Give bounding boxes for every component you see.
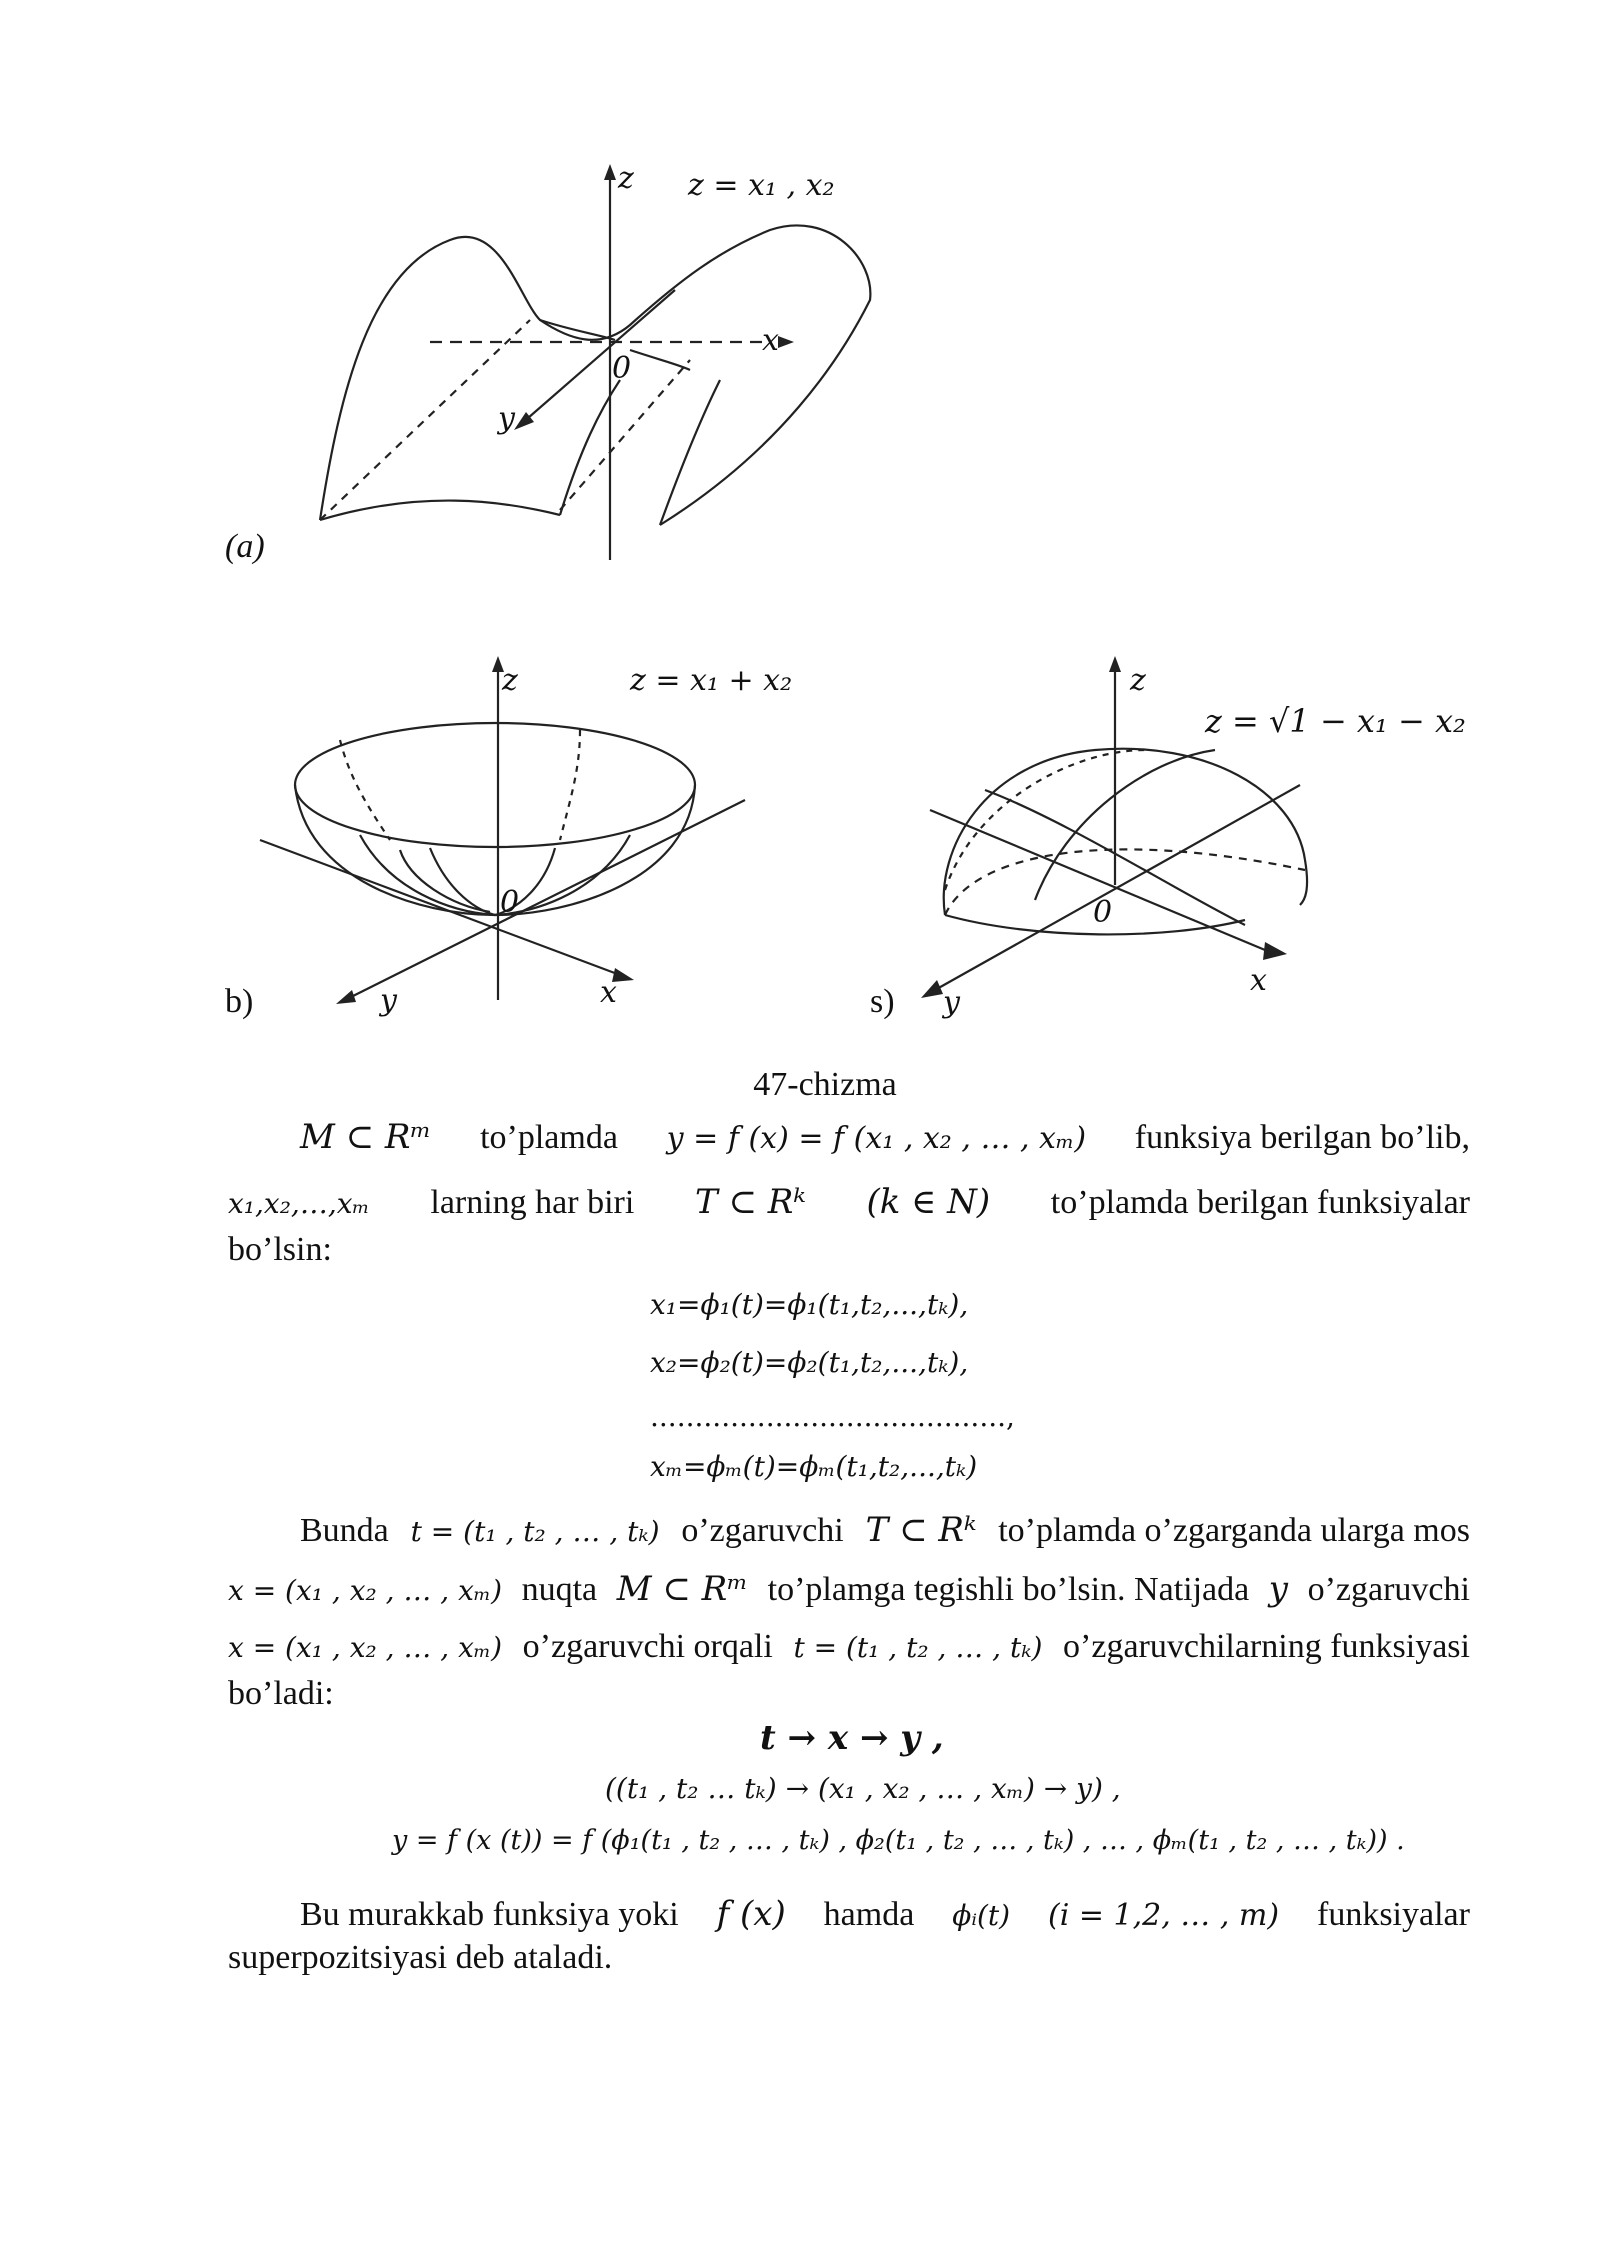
variables-x: x₁,x₂,…,xₘ — [228, 1187, 370, 1220]
saddle-outline — [320, 225, 870, 525]
figure-b-origin: 0 — [500, 885, 520, 920]
saddle-right-curve — [660, 380, 720, 525]
figure-b-paraboloid — [250, 650, 810, 1020]
text-fragment: nuqta — [521, 1571, 598, 1608]
figure-a-label: (a) — [225, 528, 265, 565]
set-M: M ⊂ Rᵐ — [300, 1117, 432, 1157]
text-fragment: funksiyalar — [1317, 1896, 1470, 1933]
set-M: M ⊂ Rᵐ — [616, 1569, 749, 1609]
figure-s-axis-y: y — [943, 985, 960, 1020]
function-f: f (x) — [716, 1894, 786, 1934]
text-fragment: o’zgaruvchi — [1307, 1571, 1470, 1608]
figure-s-origin: 0 — [1093, 895, 1113, 930]
figure-b-axis-x: x — [600, 975, 617, 1010]
paragraph-2-line-2 — [228, 1567, 1470, 1613]
saddle-ridge-2 — [630, 350, 690, 370]
dome-outline — [944, 749, 1307, 915]
figure-s-axis-x: x — [1250, 963, 1267, 998]
function-definition: y = f (x) = f (x₁ , x₂ , … , xₘ) — [666, 1121, 1087, 1156]
figure-caption: 47-chizma — [753, 1066, 897, 1103]
text-fragment: to’plamda — [480, 1119, 618, 1156]
vector-x: x = (x₁ , x₂ , … , xₘ) — [228, 1631, 502, 1664]
vector-x: x = (x₁ , x₂ , … , xₘ) — [228, 1574, 502, 1607]
text-fragment: funksiya berilgan bo’lib, — [1134, 1119, 1470, 1156]
figure-a-axis-y: y — [498, 401, 515, 436]
paragraph-2-line-4: bo’ladi: — [228, 1675, 334, 1712]
figure-a-formula: z = x₁ , x₂ — [688, 168, 835, 203]
text-fragment: larning har biri — [430, 1184, 635, 1221]
text-fragment: Bunda — [300, 1512, 389, 1549]
figure-s-hemisphere — [915, 650, 1475, 1020]
text-fragment: o’zgaruvchi — [681, 1512, 844, 1549]
paragraph-1-line-1 — [300, 1115, 1470, 1161]
equation-xm: xₘ=ϕₘ(t)=ϕₘ(t₁,t₂,...,tₖ) — [650, 1450, 978, 1483]
text-fragment: o’zgaruvchi orqali — [522, 1628, 773, 1665]
y-axis-arrow — [336, 990, 356, 1004]
index-range: (i = 1,2, … , m) — [1048, 1898, 1280, 1933]
text-fragment: to’plamda berilgan funksiyalar — [1050, 1184, 1470, 1221]
text-fragment: hamda — [823, 1896, 915, 1933]
y-axis — [935, 785, 1300, 990]
text-fragment: to’plamga tegishli bo’lsin. Natijada — [767, 1571, 1250, 1608]
equation-x2: x₂=ϕ₂(t)=ϕ₂(t₁,t₂,...,tₖ), — [650, 1346, 969, 1379]
diagonal-axis — [260, 840, 620, 975]
equation-x1: x₁=ϕ₁(t)=ϕ₁(t₁,t₂,...,tₖ), — [650, 1288, 969, 1321]
paragraph-1-line-3: bo’lsin: — [228, 1231, 332, 1268]
x-axis-arrow — [778, 336, 794, 348]
meridian-back-1 — [340, 740, 390, 840]
paragraph-1-line-2 — [228, 1180, 1470, 1226]
paraboloid-bowl — [295, 785, 695, 915]
figure-s-formula: z = √1 − x₁ − x₂ — [1205, 702, 1466, 740]
set-T: T ⊂ Rᵏ — [865, 1510, 977, 1550]
figure-a-axis-x: x — [762, 323, 779, 358]
vector-t: t = (t₁ , t₂ , … , tₖ) — [793, 1631, 1043, 1664]
saddle-front-edge — [320, 501, 560, 520]
figure-s-label: s) — [870, 983, 895, 1020]
paragraph-2-line-1 — [300, 1508, 1470, 1554]
paragraph-3-line-2: superpozitsiyasi deb ataladi. — [228, 1939, 613, 1976]
function-phi-i: ϕᵢ(t) — [952, 1899, 1011, 1932]
figure-a-origin: 0 — [612, 351, 632, 386]
set-T: T ⊂ Rᵏ — [694, 1182, 806, 1222]
vector-t: t = (t₁ , t₂ , … , tₖ) — [410, 1515, 660, 1548]
paragraph-2-line-3 — [228, 1625, 1470, 1670]
variable-y: y — [1268, 1569, 1289, 1609]
figure-b-formula: z = x₁ + x₂ — [630, 663, 793, 698]
x-axis-arrow — [1263, 942, 1287, 960]
z-axis-arrow — [1109, 656, 1121, 672]
figure-a-saddle — [300, 150, 900, 570]
figure-b-axis-z: z — [502, 663, 518, 698]
text-fragment: to’plamda o’zgarganda ularga mos — [998, 1512, 1470, 1549]
k-in-N: (k ∈ N) — [866, 1182, 991, 1222]
composition-chain: t → x → y , — [760, 1718, 944, 1758]
figure-a-axis-z: z — [618, 161, 634, 196]
equation-dots: ........................................, — [650, 1400, 1015, 1433]
composition-formula: y = f (x (t)) = f (ϕ₁(t₁ , t₂ , … , tₖ) , ϕ₂(t₁ , t₂ , … , tₖ) , … , ϕₘ(t₁ , t₂ , … , tₖ)) . — [392, 1825, 1405, 1856]
composition-tuple-chain: ((t₁ , t₂ … tₖ) → (x₁ , x₂ , … , xₘ) → y) , — [605, 1772, 1121, 1805]
text-fragment: o’zgaruvchilarning funksiyasi — [1063, 1628, 1470, 1665]
paragraph-3-line-1 — [300, 1892, 1470, 1938]
meridian-back-2 — [560, 730, 580, 840]
text-fragment: Bu murakkab funksiya yoki — [300, 1896, 679, 1933]
figure-b-axis-y: y — [380, 983, 397, 1018]
figure-b-label: b) — [225, 983, 254, 1020]
paraboloid-rim — [295, 723, 695, 847]
z-axis-arrow — [604, 164, 616, 180]
figure-s-axis-z: z — [1130, 663, 1146, 698]
y-axis-arrow — [921, 980, 943, 998]
